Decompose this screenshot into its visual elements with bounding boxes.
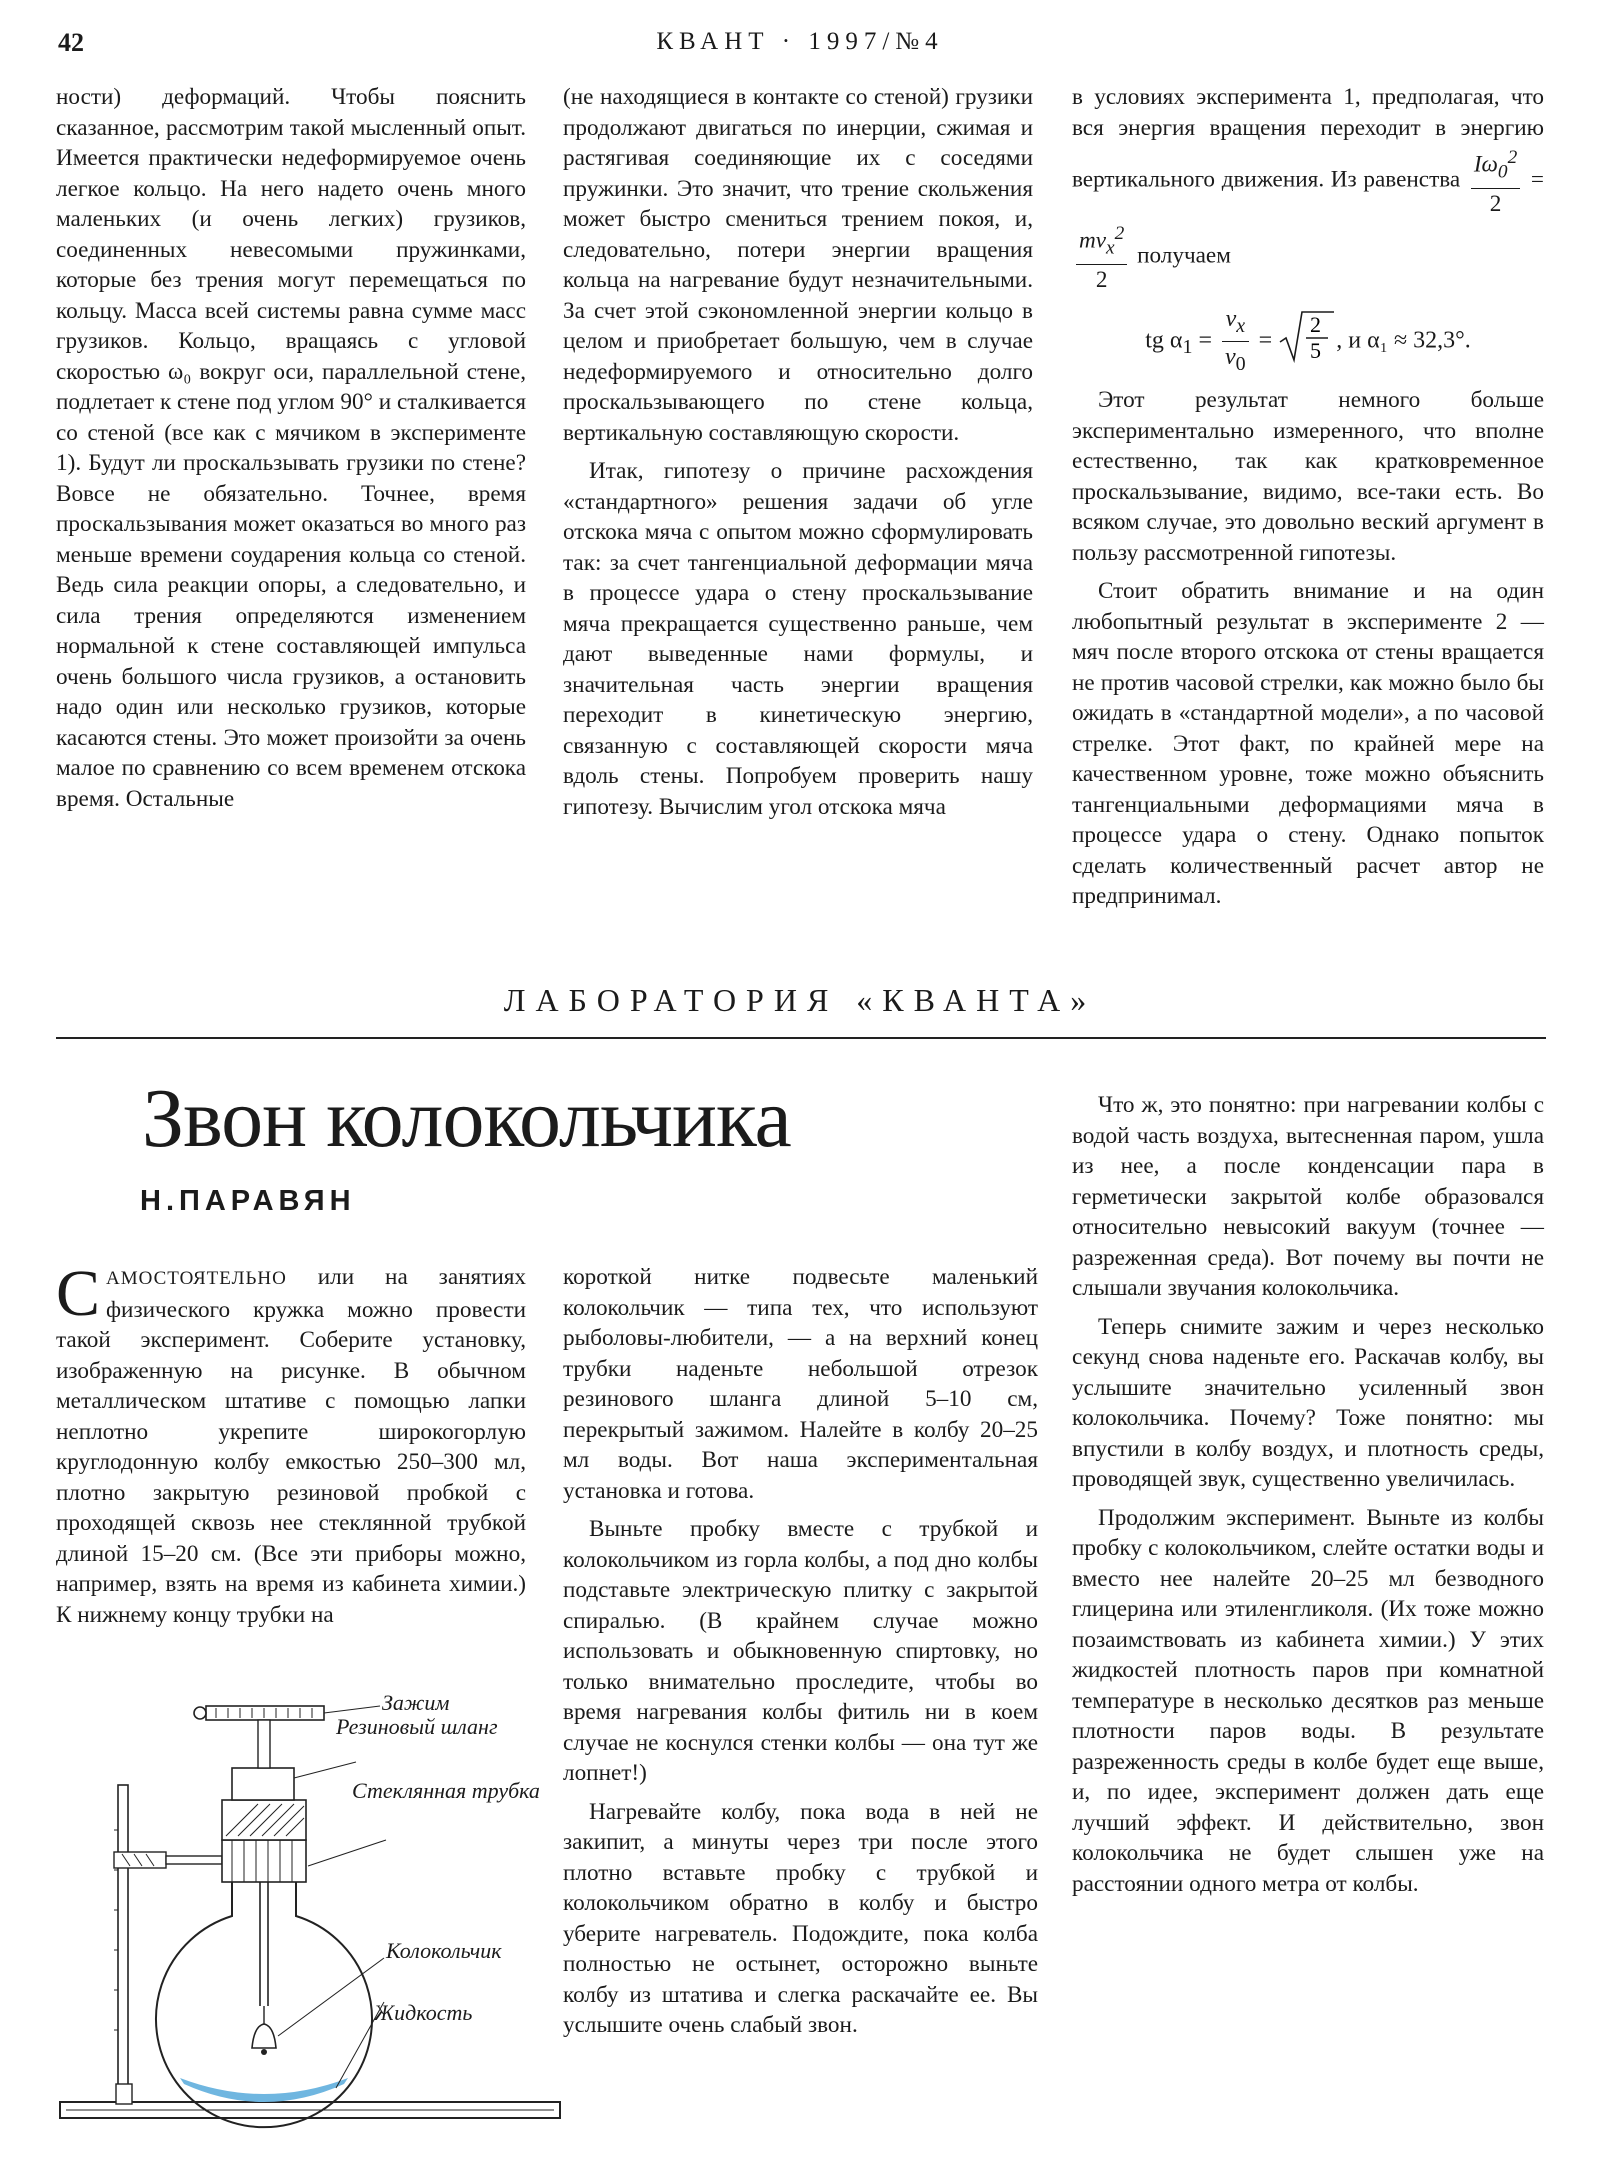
label-liquid: Жидкость [374,2000,473,2025]
liquid [180,2078,348,2102]
label-clamp: Зажим [382,1690,450,1715]
tangent-formula: tg $\alpha_1$ = $\frac{v_x}{v_0}$ = 2 5 , и α₁ ≈ 32,3°. [1145,305,1471,375]
pinch-clamp [206,1706,324,1720]
label-bell: Колокольчик [386,1938,502,1963]
rubber-hose [232,1768,294,1800]
article-col1-body: или на занятиях физического кружка можно провести такой эксперимент. Соберите установку, изображенную на рисунке. В обычном металлическом штативе с помощью лапки неплотно укрепите широкогорлую круглодонную колбу емкостью 250–300 мл, плотно закрытую резиновой пробкой с проходящей сквозь нее стеклянной трубкой длиной 15–20 см. (Все эти приборы можно, например, взять на время из кабинета химии.) К нижнему концу трубки на [56,1264,526,1628]
stand-rod [118,1785,128,2103]
article-column-3 [1072,1090,1544,1899]
section-title: ЛАБОРАТОРИЯ «КВАНТА» [503,982,1097,1018]
running-title: КВАНТ · 1997/№4 [656,28,944,55]
label-hose: Резиновый шланг [336,1714,498,1739]
top-column-3 [1072,82,1544,912]
top-col3-para-3: Стоит обратить внимание и на один любопытный результат в эксперименте 2 — мяч после второго отскока от стены вращается не против часовой стрелки, как можно было бы ожидать в «стандартной модели», а по часовой стрелке. Этот факт, по крайней мере на качественном уровне, тоже можно объяснить тангенциальными деформациями мяча в процессе удара о стену. Однако попыток сделать количественный расчет автор не предпринимал. [1072,578,1544,910]
section-rule [56,1037,1546,1039]
top-col2-para-1: (не находящиеся в контакте со стеной) грузики продолжают двигаться по инерции, сжимая и растягивая соединяющие их с соседями пружинки. Это значит, что трение скольжения может быстро смениться трением покоя, и, следовательно, потери энергии вращения кольца на нагревание будут незначительными. За счет этой сэкономленной энергии кольцо в целом и приобретает большую, чем в случае недеформируемого и относительно долго проскальзывающего по стене кольца, вертикальную составляющую скорости. [563,84,1033,446]
top-col1-text: ности) деформаций. Чтобы пояснить сказанное, рассмотрим такой мысленный опыт. Имеется практически недеформируемое очень легкое кольцо. На него надето очень много маленьких (и очень легких) грузиков, соединенных невесомыми пружинками, которые без трения могут перемещаться по кольцу. Масса всей системы равна сумме масс грузиков. Кольцо, вращаясь с угловой скоростью ω₀ вокруг оси, параллельной стене, подлетает к стене под углом 90° и сталкивается со стеной (все как с мячиком в эксперименте 1). Будут ли проскальзывать грузики по стене? Вовсе не обязательно. Точнее, время проскальзывания может оказаться во много раз меньше времени соударения кольца со стеной. Ведь сила реакции опоры, а следовательно, и сила трения определяются изменением нормальной к стене составляющей импульса очень большого числа грузиков, а остановить надо один или несколько грузиков, которые касаются стены. Это может произойти за очень малое по сравнению со всем временем отскока время. Остальные [56,84,526,812]
apparatus-figure [56,1690,596,2130]
energy-fraction-left: $\frac{I\omega_0^2}{2}$ [1471,143,1520,219]
top-col3-para-1b: получаем [1137,242,1231,269]
top-column-1 [56,82,526,814]
top-col3-para-2: Этот результат немного больше экспериментально измеренного, что вполне естественно, так как кратковременное проскальзывание, видимо, все-таки есть. Во всяком случае, это довольно веский аргумент в пользу рассмотренной гипотезы. [1072,387,1544,566]
sqrt-symbol [1278,310,1336,373]
article-col2-para-1: короткой нитке подвесьте маленький колокольчик — типа тех, что используют рыболовы-любители, — а на верхний конец трубки наденьте небольшой отрезок резинового шланга длиной 5–10 см, перекрытый зажимом. Налейте в колбу 20–25 мл воды. Вот наша экспериментальная установка и готова. [563,1264,1038,1504]
article-column-2 [563,1262,1038,2041]
article-col3-para-2: Теперь снимите зажим и через несколько секунд снова наденьте его. Раскачав колбу, вы услышите значительно усиленный звон колокольчика. Почему? Тоже понятно: мы впустили в колбу воздух, и плотность среды, проводящей звук, существенно увеличилась. [1072,1313,1544,1492]
article-col2-para-3: Нагревайте колбу, пока вода в ней не закипит, а минуты через три после этого плотно вставьте пробку с трубкой и колокольчиком обратно в колбу и быстро уберите нагреватель. Подождите, пока колба полностью не остынет, осторожно выньте колбу из штатива и слегка раскачайте ее. Вы услышите очень слабый звон. [563,1798,1038,2038]
top-col2-para-2: Итак, гипотезу о причине расхождения «стандартного» решения задачи об угле отскока мяча с опытом можно сформулировать так: за счет тангенциальной деформации мяча в процессе удара о стену проскальзывание мяча прекращается существенно раньше, чем дают выведенные нами формулы, и значительная часть энергии вращения переходит в кинетическую энергию, связанную с составляющей скорости мяча вдоль стены. Попробуем проверить нашу гипотезу. Вычислим угол отскока мяча [563,458,1033,820]
page-number: 42 [58,28,84,57]
svg-text:5: 5 [1310,338,1322,364]
top-column-2 [563,82,1033,822]
tangent-result: , и α₁ ≈ 32,3°. [1336,327,1471,354]
top-col3-para-1: в условиях эксперимента 1, предполагая, что вся энергия вращения переходит в энергию вертикального движения. Из равенства $\frac{I\omega_0^2}{2}$ = $\frac{mv_x^2}{2}$ получаем [1072,82,1544,296]
round-flask [156,1882,372,2127]
top-col3-para-1a: в условиях эксперимента 1, предполагая, что вся энергия вращения переходит в энергию вертикального движения. Из равенства [1072,84,1544,193]
drop-cap: С [56,1257,101,1330]
svg-text:2: 2 [1310,312,1322,338]
article-col1-text [56,1257,526,1630]
article-column-1 [56,1257,526,1630]
energy-fraction-right: $\frac{mv_x^2}{2}$ [1076,219,1127,295]
bell [252,2024,276,2048]
article-col2-para-2: Выньте пробку вместе с трубкой и колокольчиком из горла колбы, а под дно колбы подставьте электрическую плитку с закрытой спиралью. (В крайнем случае можно использовать и обыкновенную спиртовку, но только внимательно проследите, чтобы во время нагревания колбы фитиль ни в коем случае не коснулся стенки колбы — она тут же лопнет!) [563,1516,1038,1786]
lead-smallcaps: АМОСТОЯТЕЛЬНО [106,1268,287,1289]
article-title: Звон колокольчика [142,1072,791,1165]
article-col3-para-1: Что ж, это понятно: при нагревании колбы с водой часть воздуха, вытесненная паром, ушла из нее, а после конденсации пара в герметически закрытой колбе образовался относительно невысокий вакуум (точнее — разреженная среда). Вот почему вы почти не слышали звучания колокольчика. [1072,1092,1544,1301]
article-author: Н.ПАРАВЯН [140,1185,356,1217]
label-tube: Стеклянная трубка [352,1778,540,1803]
article-col3-para-3: Продолжим эксперимент. Выньте из колбы пробку с колокольчиком, слейте остатки воды и вместо нее налейте 20–25 мл безводного глицерина или этиленгликоля. (Их тоже можно позаимствовать из кабинета химии.) У этих жидкостей плотность паров при комнатной температуре в несколько десятков раз меньше плотности паров воды. В результате разреженность среды в колбе будет еще выше, и, по идее, эксперимент должен дать еще лучший эффект. И действительно, звон колокольчика не будет слышен уже на расстоянии одного метра от колбы. [1072,1504,1544,1897]
